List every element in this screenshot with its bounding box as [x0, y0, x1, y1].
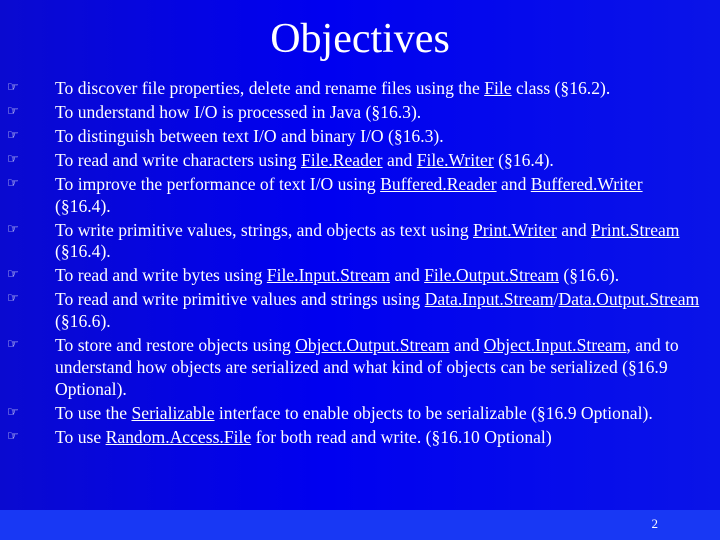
objective-text: To store and restore objects using	[55, 335, 296, 356]
objective-text: To read and write characters using	[55, 150, 301, 170]
objective-text: and	[389, 265, 425, 286]
objective-text: To use	[55, 426, 106, 447]
pointing-hand-icon: ☞	[7, 128, 19, 143]
objective-text: To read and write bytes using	[55, 265, 267, 286]
objective-item	[0, 150, 720, 172]
objective-item	[0, 289, 720, 332]
objective-text: To read and write primitive values and strings using	[55, 289, 425, 310]
pointing-hand-icon: ☞	[7, 152, 19, 167]
objective-text: To distinguish between text I/O and binary I/O (§16.3).	[55, 126, 444, 146]
objective-text: (§16.4).	[55, 195, 111, 216]
class-name-link: File	[484, 78, 512, 98]
objective-text: interface to enable objects to be serializable (§16.9 Optional).	[214, 402, 653, 423]
class-name-link: Data.Output.Stream	[558, 289, 700, 310]
pointing-hand-icon: ☞	[7, 337, 19, 353]
pointing-hand-icon: ☞	[7, 176, 19, 191]
objective-text: (§16.6).	[55, 311, 111, 332]
objective-text: /	[553, 289, 559, 310]
class-name-link: Print.Stream	[591, 219, 680, 240]
pointing-hand-icon: ☞	[7, 80, 19, 95]
footer-bar	[0, 510, 720, 540]
objective-item	[0, 78, 720, 100]
objective-text: To discover file properties, delete and rename files using the	[55, 78, 485, 98]
objective-item	[0, 126, 720, 148]
class-name-link: File.Output.Stream	[424, 265, 560, 286]
class-name-link: File.Input.Stream	[266, 265, 390, 286]
pointing-hand-icon: ☞	[7, 291, 19, 307]
pointing-hand-icon: ☞	[7, 404, 19, 420]
objectives-list	[0, 78, 720, 451]
objective-text: To understand how I/O is processed in Java (§16.3).	[55, 102, 422, 122]
class-name-link: Data.Input.Stream	[424, 289, 554, 310]
objective-text: (§16.4).	[55, 241, 111, 262]
objective-item	[0, 220, 720, 263]
class-name-link: Object.Input.Stream	[483, 335, 627, 356]
pointing-hand-icon: ☞	[7, 428, 19, 444]
objective-item	[0, 335, 720, 400]
objective-text: To improve the performance of text I/O using	[55, 174, 381, 194]
class-name-link: Serializable	[131, 402, 215, 423]
objective-item	[0, 265, 720, 287]
class-name-link: File.Writer	[416, 150, 494, 170]
objective-text: (§16.4).	[493, 150, 554, 170]
objective-text: , and to understand how objects are serialized and what kind of objects can be serialized (§16.9 Optional).	[55, 335, 679, 399]
objective-item	[0, 174, 720, 217]
class-name-link: Random.Access.File	[105, 426, 252, 447]
slide-title: Objectives	[270, 16, 450, 62]
objective-text: To write primitive values, strings, and objects as text using	[55, 219, 474, 240]
class-name-link: Print.Writer	[473, 219, 557, 240]
objective-text: class (§16.2).	[511, 78, 611, 98]
objective-item	[0, 427, 720, 449]
objective-text: and	[496, 174, 531, 194]
pointing-hand-icon: ☞	[7, 104, 19, 119]
objective-text: (§16.6).	[559, 265, 620, 286]
class-name-link: Buffered.Reader	[380, 174, 497, 194]
class-name-link: File.Reader	[300, 150, 383, 170]
objective-text: and	[449, 335, 484, 356]
class-name-link: Buffered.Writer	[530, 174, 643, 194]
objective-text: for both read and write. (§16.10 Optional)	[251, 426, 552, 447]
objective-text: and	[382, 150, 417, 170]
page-number: 2	[651, 516, 658, 531]
objective-item	[0, 102, 720, 124]
objective-text: and	[556, 219, 592, 240]
class-name-link: Object.Output.Stream	[295, 335, 450, 356]
pointing-hand-icon: ☞	[7, 221, 19, 237]
objective-text: To use the	[55, 402, 132, 423]
pointing-hand-icon: ☞	[7, 267, 19, 283]
objective-item	[0, 403, 720, 425]
